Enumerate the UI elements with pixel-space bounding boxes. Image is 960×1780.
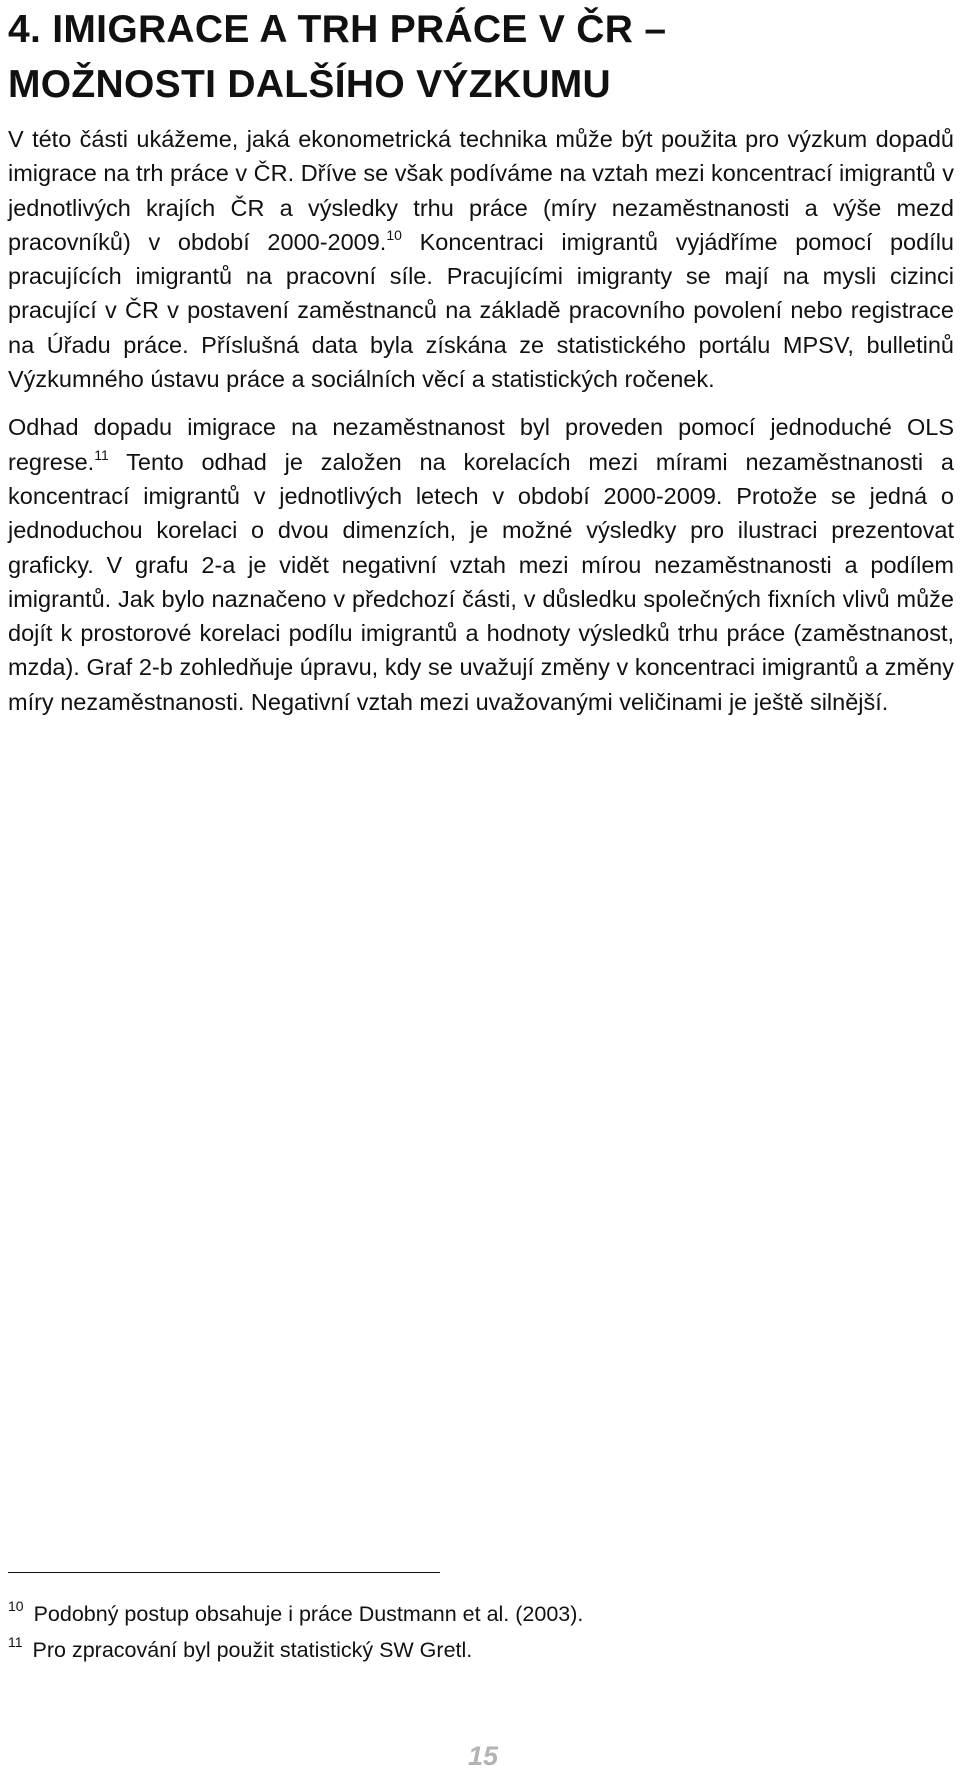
section-heading [8,2,954,112]
footnote-reference-10[interactable]: 10 [386,226,402,243]
footnote-text: Pro zpracování byl použit statistický SW Gretl. [32,1638,473,1662]
footnote-text: Podobný postup obsahuje i práce Dustmann et al. (2003). [33,1602,584,1626]
paragraph-2 [8,410,954,719]
paragraph-2-text-a: Odhad dopadu imigrace na nezaměstnanost byl proveden pomocí jednoduché OLS regrese. [8,414,954,475]
paragraph-2-text-b: Tento odhad je založen na korelacích mezi mírami nezaměstnanosti a koncentrací imigrantů v jednotlivých letech v období 2000-2009. Protože se jedná o jednoduchou korelaci o dvou dimenzích, je možné výsledky pro ilustraci prezentovat graficky. V grafu 2-a je vidět negativní vztah mezi mírou nezaměstnanosti a podílem imigrantů. Jak bylo naznačeno v předchozí části, v důsledku společných fixních vlivů může dojít k prostorové korelaci podílu imigrantů a hodnoty výsledků trhu práce (zaměstnanost, mzda). Graf 2-b zohledňuje úpravu, kdy se uvažují změny v koncentraci imigrantů a změny míry nezaměstnanosti. Negativní vztah mezi uvažovanými veličinami je ještě silnější. [8,448,954,715]
footnote-11 [8,1632,908,1668]
footnote-reference-11[interactable]: 11 [94,446,109,463]
footnote-separator [8,1572,440,1573]
footnote-mark: 11 [8,1634,23,1650]
footnotes [8,1596,908,1668]
document-page [8,0,954,719]
section-heading-line-1: 4. IMIGRACE A TRH PRÁCE V ČR – [8,8,667,51]
page-number: 15 [468,1741,499,1771]
footnote-10 [8,1596,908,1632]
paragraph-1-text-b: Koncentraci imigrantů vyjádříme pomocí podílu pracujících imigrantů na pracovní síle. Pracujícími imigranty se mají na mysli cizinci pracující v ČR v postavení zaměstnanců na základě pracovního povolení nebo registrace na Úřadu práce. Příslušná data byla získána ze statistického portálu MPSV, bulletinů Výzkumného ústavu práce a sociálních věcí a statistických ročenek. [8,228,954,393]
section-heading-line-2: MOŽNOSTI DALŠÍHO VÝZKUMU [8,63,612,106]
footnote-mark: 10 [8,1598,24,1614]
paragraph-1-text-a: V této části ukážeme, jaká ekonometrická technika může být použita pro výzkum dopadů imigrace na trh práce v ČR. Dříve se však podíváme na vztah mezi koncentrací imigrantů v jednotlivých krajích ČR a výsledky trhu práce (míry nezaměstnanosti a výše mezd pracovníků) v období 2000-2009. [8,126,954,255]
paragraph-1 [8,122,954,396]
